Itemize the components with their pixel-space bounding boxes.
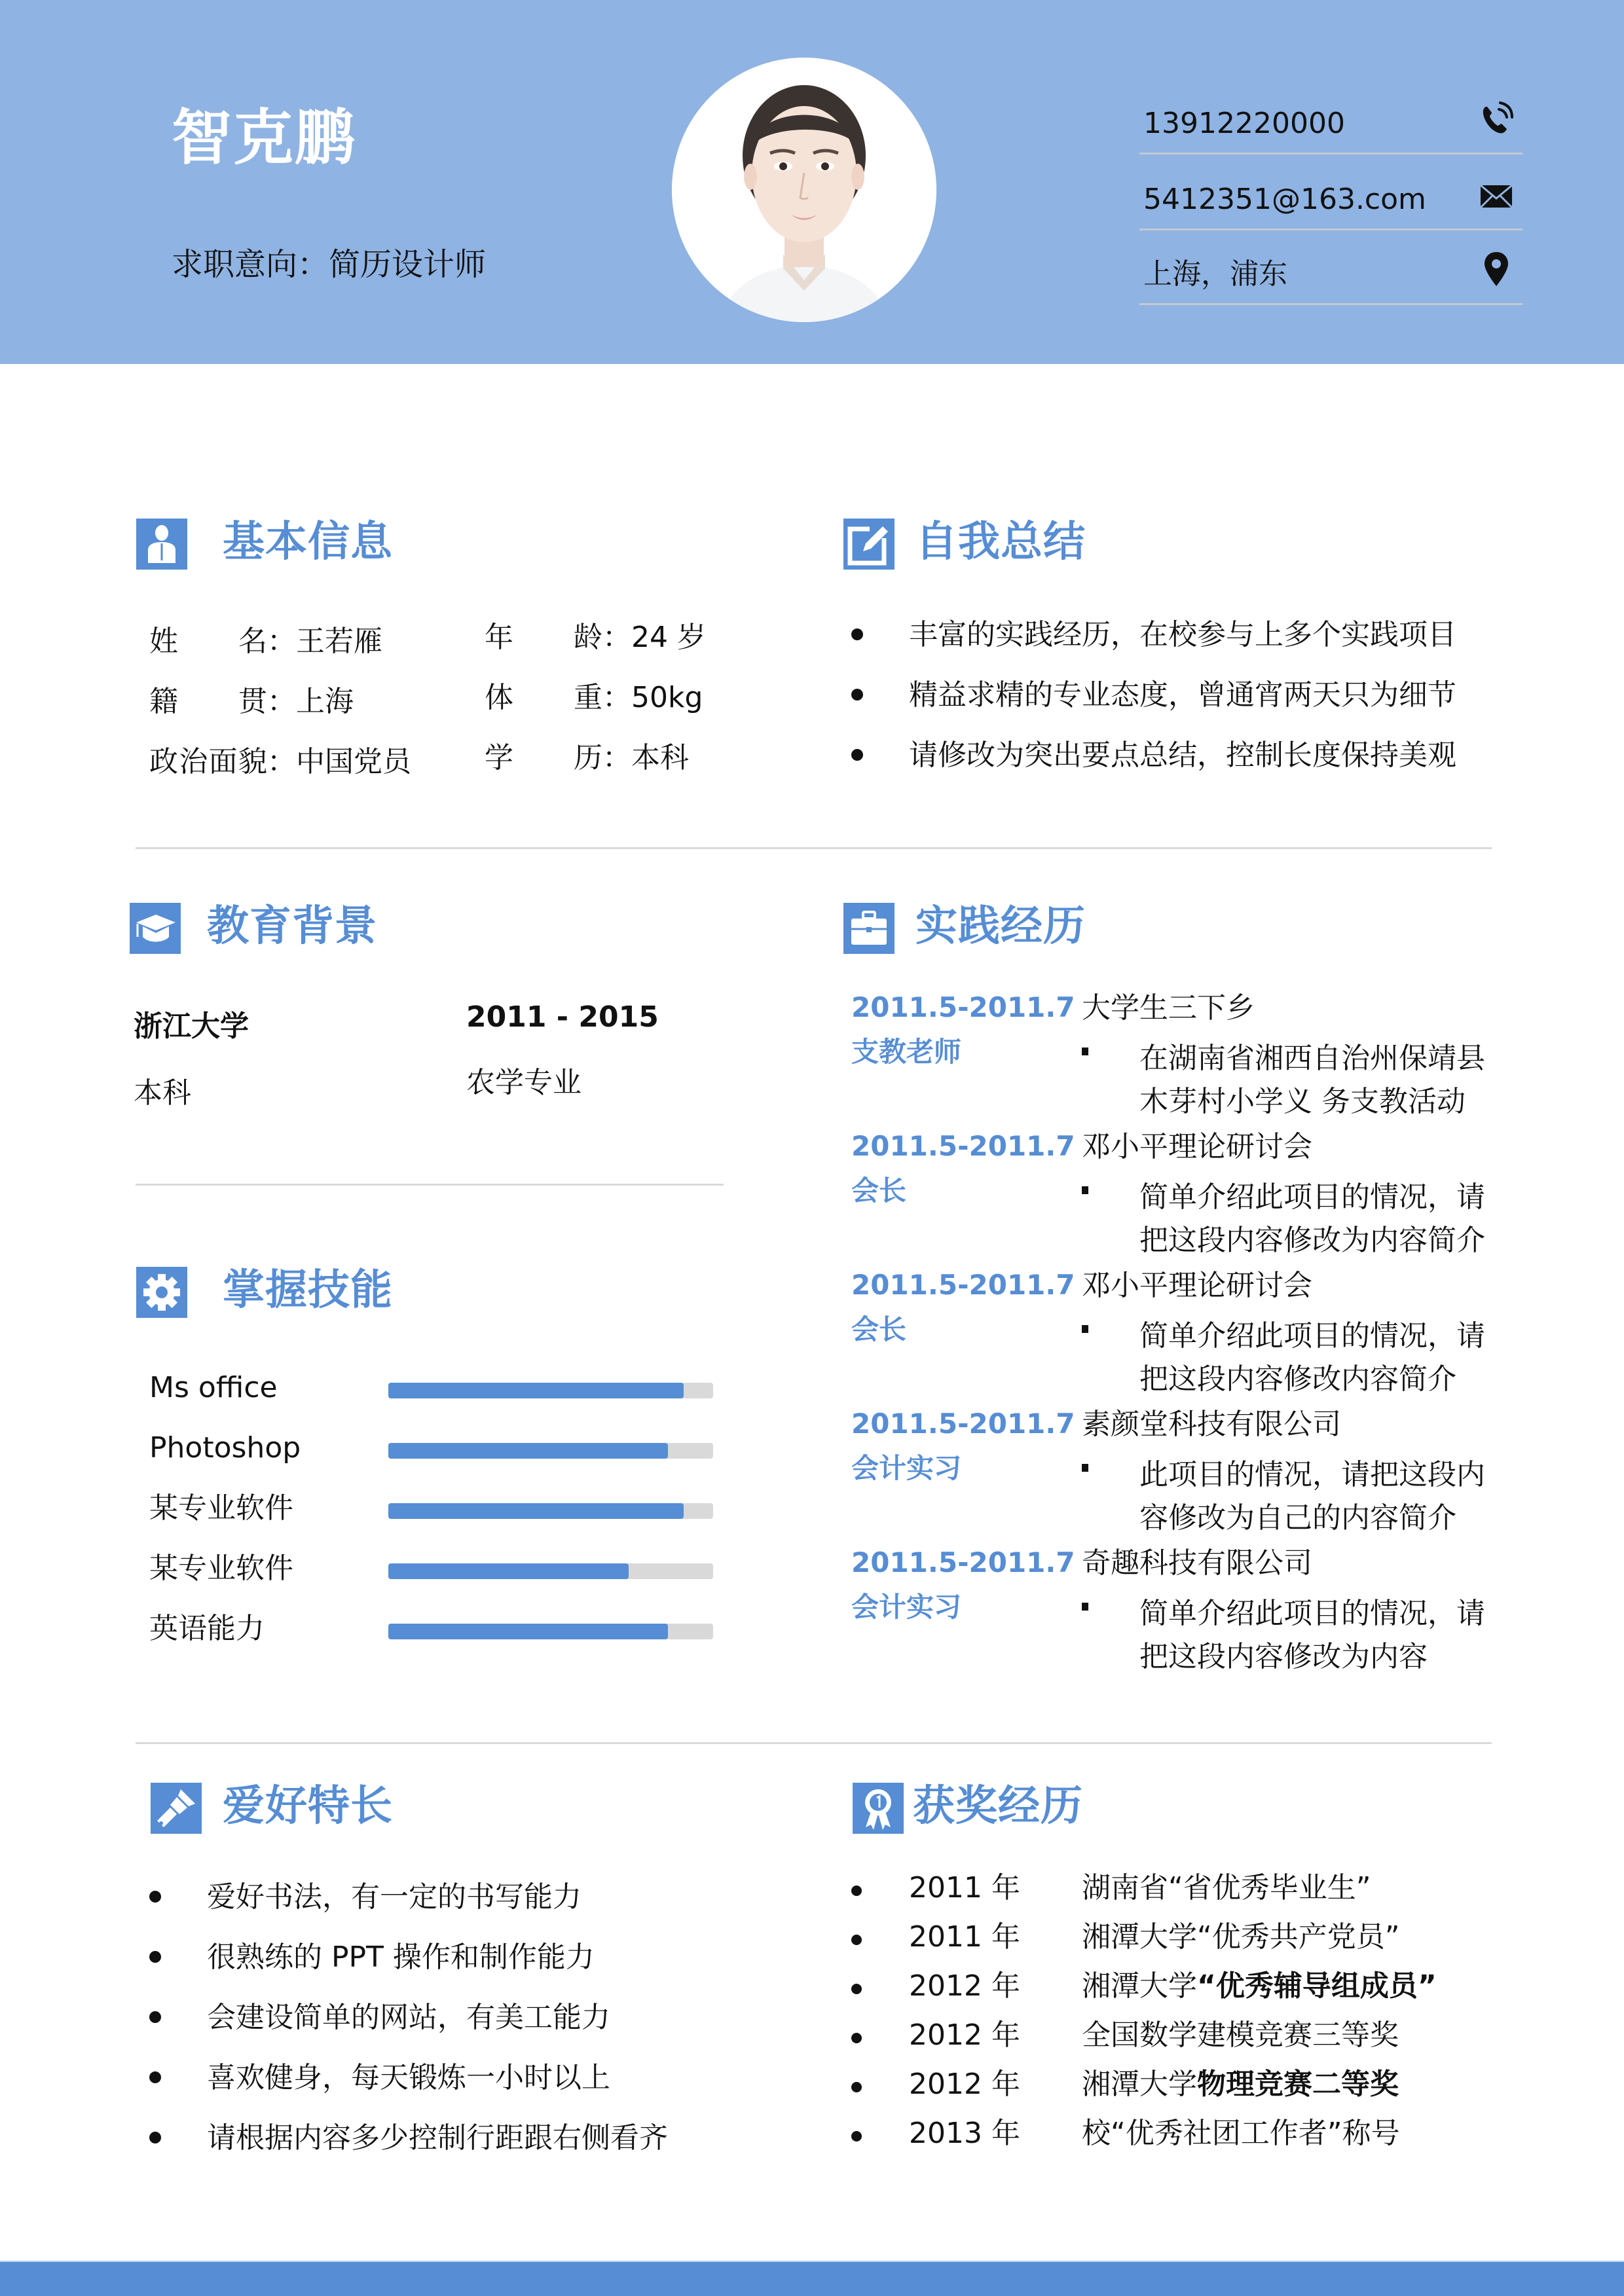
list-item: 请根据内容多少控制行距跟右侧看齐 [149, 2124, 739, 2184]
list-item: 请修改为突出要点总结，控制长度保持美观 [851, 741, 1506, 801]
practice-org: 邓小平理论研讨会 [1082, 1130, 1312, 1163]
header-banner [0, 0, 1624, 364]
section-hobbies [151, 1783, 478, 1835]
info-label: 学历 [485, 741, 602, 774]
phone-icon [1479, 100, 1513, 137]
edit-icon [843, 519, 895, 570]
list-item: 丰富的实践经历，在校参与上多个实践项目 [851, 621, 1506, 681]
practice-org: 邓小平理论研讨会 [1082, 1269, 1312, 1302]
skill-progress-bar [388, 1383, 713, 1398]
practice-org: 大学生三下乡 [1082, 991, 1255, 1025]
award-item [851, 1969, 1506, 2011]
skill-name: Ms office [149, 1371, 278, 1404]
section-title: 获奖经历 [913, 1782, 1083, 1831]
skill-row [149, 1490, 719, 1529]
award-item [851, 2018, 1506, 2060]
award-year: 2011 年 [909, 1871, 1020, 1904]
gear-icon [136, 1267, 187, 1318]
email-address[interactable]: 5412351@163.com [1143, 183, 1426, 216]
practice-date: 2011.5-2011.7 [851, 1130, 1075, 1162]
square-bullet-icon [1082, 1603, 1088, 1611]
practice-date: 2011.5-2011.7 [851, 991, 1075, 1023]
contact-email [1139, 158, 1522, 230]
info-value: 中国党员 [296, 745, 411, 778]
info-value: 50kg [631, 681, 703, 714]
bullet-icon [851, 689, 863, 701]
bullet-icon [851, 629, 863, 640]
section-awards [853, 1783, 1180, 1835]
skill-name: Photoshop [149, 1431, 301, 1465]
job-intent: 求职意向：简历设计师 [172, 246, 487, 283]
contact-location [1139, 233, 1522, 305]
bullet-icon [851, 2033, 862, 2043]
practice-desc: 在湖南省湘西自治州保靖县 木芽村小学义 务支教活动 [1139, 1042, 1485, 1118]
edu-period: 2011 - 2015 [466, 1000, 659, 1034]
award-year: 2011 年 [909, 1920, 1020, 1954]
award-item [851, 2070, 1506, 2109]
award-item [851, 1920, 1506, 1962]
section-title: 掌握技能 [223, 1266, 393, 1315]
practice-desc: 简单介绍此项目的情况，请 把这段内容修改为内容简介 [1139, 1180, 1485, 1257]
award-text: 全国数学建模竞赛三等奖 [1082, 2018, 1399, 2052]
graduation-cap-icon [130, 903, 181, 954]
info-label: 年龄 [485, 621, 602, 654]
list-item: 爱好书法，有一定的书写能力 [149, 1883, 739, 1943]
skill-progress-fill [388, 1443, 668, 1459]
practice-date: 2011.5-2011.7 [851, 1546, 1075, 1578]
info-colon: ： [267, 685, 296, 718]
practice-desc: 简单介绍此项目的情况，请 把这段内容修改为内容 [1139, 1597, 1485, 1673]
skill-name: 某专业软件 [149, 1491, 293, 1525]
info-age [485, 623, 706, 652]
square-bullet-icon [1082, 1048, 1088, 1055]
info-label: 姓名 [149, 625, 267, 658]
candidate-name: 智克鹏 [172, 103, 357, 173]
practice-role: 支教老师 [851, 1036, 962, 1068]
section-self-summary [843, 519, 1171, 571]
skill-row [149, 1430, 719, 1469]
edu-major: 农学专业 [466, 1066, 581, 1099]
section-title: 自我总结 [915, 518, 1086, 566]
bullet-icon [851, 1984, 862, 1994]
info-value: 王若雁 [296, 625, 382, 658]
profile-photo [672, 58, 936, 322]
practice-date: 2011.5-2011.7 [851, 1408, 1075, 1440]
bullet-icon [149, 2011, 161, 2023]
info-name [149, 627, 382, 656]
bullet-icon [851, 2082, 862, 2092]
award-text: 湘潭大学“优秀辅导组成员” [1082, 1969, 1437, 2003]
award-year: 2013 年 [909, 2117, 1020, 2150]
info-colon: ： [602, 741, 631, 774]
practice-role: 会长 [851, 1175, 907, 1207]
info-label: 政治面貌 [149, 745, 267, 778]
award-year: 2012 年 [909, 2068, 1020, 2101]
info-origin [149, 687, 354, 716]
section-title: 爱好特长 [223, 1782, 393, 1831]
skill-row [149, 1611, 719, 1650]
location-text: 上海，浦东 [1143, 257, 1287, 291]
divider [136, 847, 1492, 849]
list-item: 精益求精的专业态度，曾通宵两天只为细节 [851, 681, 1506, 741]
practice-role: 会长 [851, 1313, 907, 1345]
info-value: 上海 [296, 685, 354, 718]
skill-row [149, 1550, 719, 1590]
section-education [130, 903, 457, 955]
contact-phone [1139, 82, 1522, 155]
info-label: 籍贯 [149, 685, 267, 718]
medal-icon [853, 1783, 904, 1834]
bullet-icon [149, 1951, 161, 1963]
phone-number[interactable]: 13912220000 [1143, 107, 1345, 140]
skill-progress-bar [388, 1624, 713, 1639]
award-text: 湖南省“省优秀毕业生” [1082, 1871, 1371, 1904]
skill-name: 某专业软件 [149, 1552, 293, 1585]
info-colon: ： [267, 625, 296, 658]
skill-progress-fill [388, 1563, 629, 1579]
bullet-icon [149, 1891, 161, 1903]
bullet-icon [851, 1935, 862, 1945]
award-text: 校“优秀社团工作者”称号 [1082, 2117, 1400, 2150]
skill-progress-bar [388, 1503, 713, 1519]
summary-list [851, 618, 1506, 801]
practice-desc: 简单介绍此项目的情况，请 把这段内容修改内容简介 [1139, 1319, 1485, 1396]
skill-progress-bar [388, 1563, 713, 1579]
skill-progress-fill [388, 1503, 684, 1519]
edu-degree: 本科 [134, 1076, 191, 1110]
info-political [149, 745, 411, 778]
bullet-icon [851, 2131, 862, 2141]
hobbies-list [149, 1880, 739, 2184]
practice-role: 会计实习 [851, 1591, 962, 1623]
award-text: 湘潭大学“优秀共产党员” [1082, 1920, 1400, 1954]
award-item [851, 1871, 1506, 1913]
skill-name: 英语能力 [149, 1612, 265, 1645]
award-text: 湘潭大学物理竞赛二等奖 [1082, 2068, 1399, 2101]
info-label: 体重 [485, 681, 602, 714]
info-value: 24 岁 [631, 621, 706, 654]
practice-desc: 此项目的情况，请把这段内 容修改为自己的内容简介 [1139, 1458, 1485, 1535]
section-practice [843, 903, 1171, 955]
practice-date: 2011.5-2011.7 [851, 1269, 1075, 1301]
bullet-icon [851, 1886, 862, 1896]
practice-org: 素颜堂科技有限公司 [1082, 1408, 1341, 1441]
skill-progress-fill [388, 1383, 684, 1398]
briefcase-icon [843, 903, 895, 954]
square-bullet-icon [1082, 1325, 1088, 1333]
section-skills [136, 1267, 464, 1319]
info-education [485, 741, 689, 774]
bullet-icon [851, 749, 863, 761]
skill-row [149, 1370, 719, 1409]
person-icon [136, 519, 187, 570]
list-item: 喜欢健身，每天锻炼一小时以上 [149, 2064, 739, 2124]
list-item: 很熟练的 PPT 操作和制作能力 [149, 1943, 739, 2003]
section-title: 实践经历 [915, 902, 1086, 951]
section-basic-info [136, 519, 464, 571]
award-year: 2012 年 [909, 1969, 1020, 2003]
portrait-icon [672, 58, 936, 322]
award-year: 2012 年 [909, 2018, 1020, 2052]
skill-progress-fill [388, 1624, 668, 1639]
footer-band [0, 2261, 1624, 2296]
bullet-icon [149, 2071, 161, 2083]
section-title: 基本信息 [223, 518, 393, 566]
divider [136, 1742, 1492, 1744]
bullet-icon [149, 2132, 161, 2143]
info-colon: ： [602, 681, 631, 714]
info-value: 本科 [631, 741, 689, 774]
info-weight [485, 683, 703, 712]
practice-org: 奇趣科技有限公司 [1082, 1546, 1312, 1580]
paintbrush-icon [151, 1783, 202, 1834]
practice-role: 会计实习 [851, 1452, 962, 1484]
divider [136, 1184, 724, 1186]
skill-progress-bar [388, 1443, 713, 1459]
info-colon: ： [602, 621, 631, 654]
location-icon [1479, 251, 1513, 287]
info-colon: ： [267, 745, 296, 778]
square-bullet-icon [1082, 1464, 1088, 1472]
email-icon [1479, 176, 1513, 213]
square-bullet-icon [1082, 1186, 1088, 1194]
edu-school: 浙江大学 [134, 1010, 249, 1043]
award-item [851, 2119, 1506, 2159]
list-item: 会建设简单的网站，有美工能力 [149, 2003, 739, 2064]
section-title: 教育背景 [207, 902, 377, 951]
